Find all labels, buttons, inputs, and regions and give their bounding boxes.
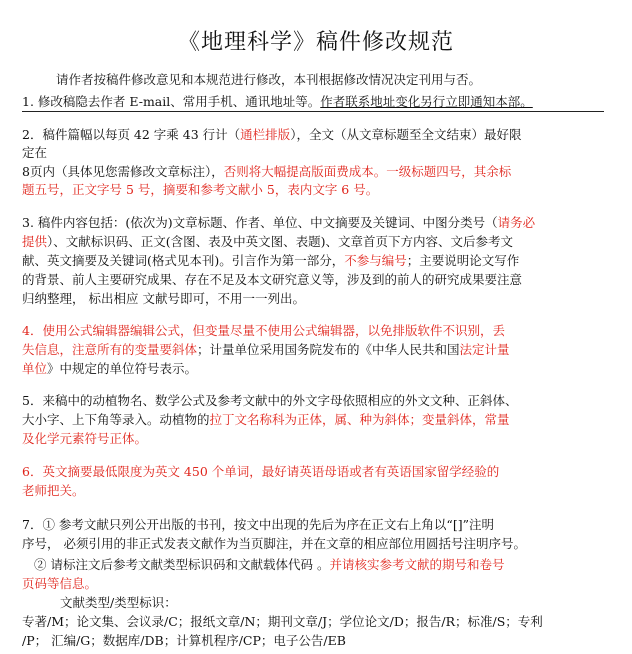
item-3-line-3 xyxy=(22,252,618,270)
item-4-text: ；计量单位采用国务院发布的《中华人民共和国 xyxy=(197,342,460,357)
item-3-red-text: 不参与编号 xyxy=(344,253,407,268)
item-1 xyxy=(22,93,618,111)
item-4-red-text: 法定计量 xyxy=(459,342,510,357)
item-5-red-text: 拉丁文名称科为正体，属、种为斜体；变量斜体，常量 xyxy=(209,412,510,427)
item-3-text: ；主要说明论文写作 xyxy=(406,253,520,268)
item-3-text: 3. 稿件内容包括：(依次为)文章标题、作者、单位、中文摘要及关键词、中图分类号（ xyxy=(22,215,498,230)
item-2-line-2: 定在 xyxy=(22,145,48,160)
item-1-text: 1. 修改稿隐去作者 E-mail、常用手机、通讯地址等。 xyxy=(22,94,321,109)
item-7-line-1: 7．① 参考文献只列公开出版的书刊，按文中出现的先后为序在正文右上角以“[]”注明 xyxy=(22,517,494,532)
item-7-red-text: 并请核实参考文献的期号和卷号 xyxy=(329,557,505,572)
item-3-line-5: 归纳整理， 标出相应 文献号即可，不用一一列出。 xyxy=(22,291,305,306)
doc-types-line-2: /P； 汇编/G；数据库/DB；计算机程序/CP；电子公告/EB xyxy=(22,633,346,648)
item-7-line-2: 序号， 必须引用的非正式发表文献作为当页脚注，并在文章的相应部位用圆括号注明序号。 xyxy=(22,536,526,551)
item-5-line-1: 5．来稿中的动植物名、数学公式及参考文献中的外文字母依照相应的外文文种、正斜体、 xyxy=(22,393,518,408)
item-4-line-1: 4．使用公式编辑器编辑公式，但变量尽量不使用公式编辑器，以免排版软件不识别，丢 xyxy=(22,323,505,338)
item-6-line-2: 老师把关。 xyxy=(22,483,85,498)
item-7-text: ② 请标注文后参考文献类型标识码和文献载体代码 。 xyxy=(34,557,330,572)
item-7-line-4: 页码等信息。 xyxy=(22,576,98,591)
item-3-red-text: 提供 xyxy=(22,234,48,249)
item-4-red-text: 失信息，注意所有的变量要斜体 xyxy=(22,342,198,357)
item-4-line-2 xyxy=(22,341,618,359)
divider xyxy=(22,111,604,112)
item-3-line-4: 的背景、前人主要研究成果、存在不足及本文研究意义等，涉及到的前人的研究成果要注意 xyxy=(22,272,523,287)
item-3-line-2 xyxy=(22,233,618,251)
item-3-red-text: 请务必 xyxy=(497,215,536,230)
doc-types-title: 文献类型/类型标识： xyxy=(60,595,177,610)
intro-text: 请作者按稿件修改意见和本规范进行修改，本刊根据修改情况决定刊用与否。 xyxy=(56,72,482,87)
item-4-red-text: 单位 xyxy=(22,361,48,376)
item-5-text: 大小字、上下角等录入。动植物的 xyxy=(22,412,210,427)
item-4-text: 》中规定的单位符号表示。 xyxy=(47,361,198,376)
doc-types-line-1: 专著/M；论文集、会议录/C；报纸文章/N；期刊文章/J；学位论文/D；报告/R；标准/S；专利 xyxy=(22,614,543,629)
item-2-line-1 xyxy=(22,126,618,144)
item-2-red-text: 否则将大幅提高版面费成本。一级标题四号，其余标 xyxy=(223,164,512,179)
item-2-text: 2．稿件篇幅以每页 42 字乘 43 行计（ xyxy=(22,127,241,142)
item-2-line-4: 题五号，正文字号 5 号，摘要和参考文献小 5，表内文字 6 号。 xyxy=(22,182,379,197)
item-2-line-3 xyxy=(22,163,618,181)
item-3-text: 献、英文摘要及关键词(格式见本刊)。引言作为第一部分， xyxy=(22,253,345,268)
item-3-text: ）、文献标识码、正文(含图、表及中英文图、表题)、文章首页下方内容、文后参考文 xyxy=(47,234,514,249)
item-2-red-text: 通栏排版 xyxy=(240,127,291,142)
page-title: 《地理科学》稿件修改规范 xyxy=(177,30,454,55)
item-5-line-3: 及化学元素符号正体。 xyxy=(22,431,148,446)
item-1-underlined: 作者联系地址变化另行立即通知本部。 xyxy=(320,94,533,109)
item-2-text: 8页内（具体见您需修改文章标注）， xyxy=(22,164,224,179)
item-2-text: ），全文（从文章标题至全文结束）最好限 xyxy=(290,127,522,142)
item-4-line-3 xyxy=(22,360,618,378)
item-3-line-1 xyxy=(22,214,618,232)
item-7-line-3 xyxy=(22,556,618,574)
item-5-line-2 xyxy=(22,411,618,429)
item-6-line-1: 6．英文摘要最低限度为英文 450 个单词，最好请英语母语或者有英语国家留学经验的 xyxy=(22,464,500,479)
